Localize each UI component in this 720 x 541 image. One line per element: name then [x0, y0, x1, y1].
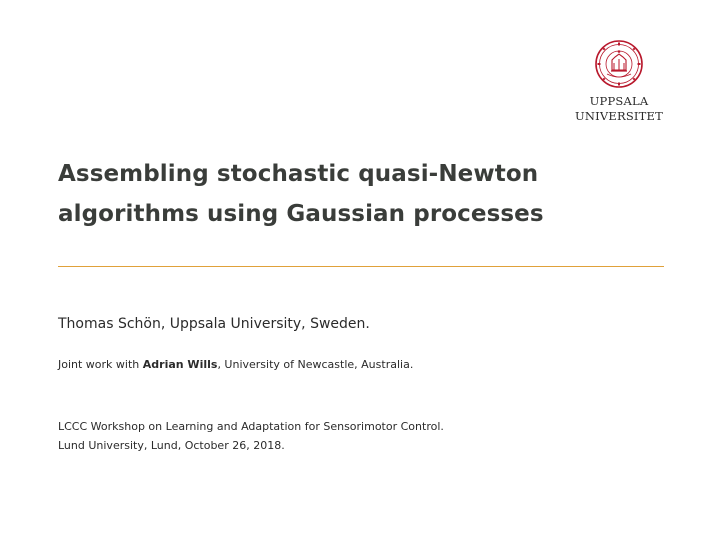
- author-line: Thomas Schön, Uppsala University, Sweden.: [58, 316, 370, 332]
- joint-suffix: , University of Newcastle, Australia.: [217, 358, 414, 371]
- event-line-2: Lund University, Lund, October 26, 2018.: [58, 439, 285, 452]
- uppsala-seal-icon: [595, 40, 643, 88]
- title-divider: [58, 266, 664, 267]
- coauthor-name: Adrian Wills: [142, 358, 218, 371]
- joint-prefix: Joint work with: [58, 358, 143, 371]
- university-name-line2: UNIVERSITET: [574, 109, 663, 123]
- event-info: [58, 417, 444, 455]
- university-logo: [574, 40, 664, 124]
- title-line-1: Assembling stochastic quasi-Newton: [58, 161, 539, 187]
- title-line-2: algorithms using Gaussian processes: [58, 201, 544, 227]
- slide-title: [58, 154, 658, 234]
- university-name-line1: UPPSALA: [589, 94, 649, 108]
- event-line-1: LCCC Workshop on Learning and Adaptation for Sensorimotor Control.: [58, 420, 444, 433]
- joint-work-line: [58, 358, 413, 371]
